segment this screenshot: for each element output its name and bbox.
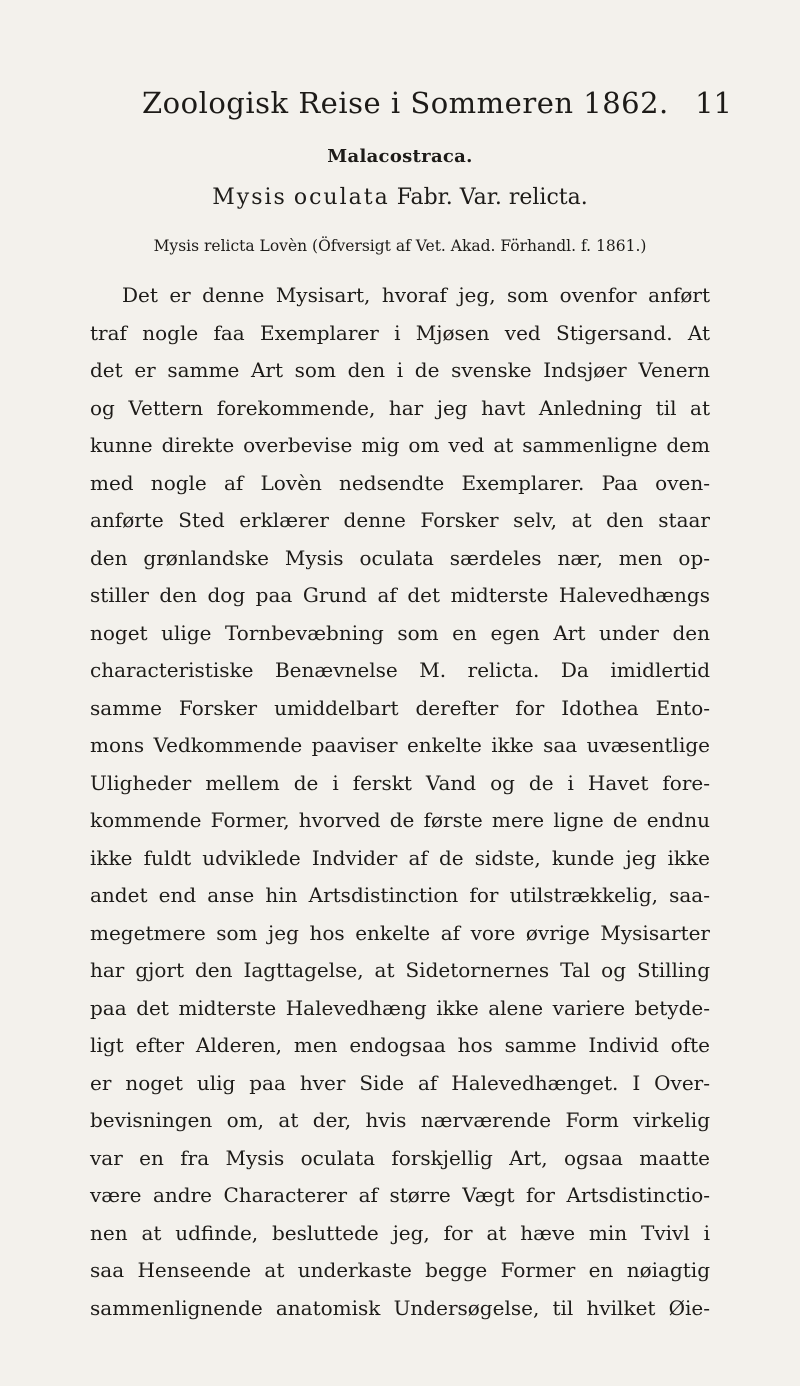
text-line: nen at udfinde, besluttede jeg, for at hæve min Tvivl i (90, 1220, 710, 1245)
text-line: andet end anse hin Artsdistinction for utilstrækkelig, saa- (90, 883, 710, 907)
text-line: være andre Characterer af større Vægt for Artsdistinctio- (90, 1183, 710, 1207)
running-title: Zoologisk Reise i Sommeren 1862. (142, 86, 669, 120)
body-paragraph (90, 277, 710, 1327)
text-line: Det er denne Mysisart, hvoraf jeg, som ovenfor anført (122, 283, 710, 307)
species-genus: Mysis (212, 185, 287, 210)
text-line: characteristiske Benævnelse M. relicta. Da imidlertid (90, 658, 710, 682)
text-line: Uligheder mellem de i ferskt Vand og de i Havet fore- (90, 770, 710, 795)
text-line: har gjort den Iagttagelse, at Sidetornernes Tal og Stilling (90, 958, 710, 982)
text-line: den grønlandske Mysis oculata særdeles nær, men op- (90, 545, 710, 570)
text-line: med nogle af Lovèn nedsendte Exemplarer. Paa oven- (90, 470, 710, 495)
species-title (0, 185, 800, 210)
text-line: ligt efter Alderen, men endogsaa hos samme Individ ofte (90, 1033, 710, 1057)
text-line: sammenlignende anatomisk Undersøgelse, til hvilket Øie- (90, 1295, 710, 1320)
text-line: bevisningen om, at der, hvis nærværende Form virkelig (90, 1108, 710, 1132)
text-line: samme Forsker umiddelbart derefter for Idothea Ento- (90, 695, 710, 720)
text-line: saa Henseende at underkaste begge Former en nøiagtig (90, 1258, 710, 1282)
text-line: kommende Former, hvorved de første mere ligne de endnu (90, 808, 710, 832)
text-line: kunne direkte overbevise mig om ved at sammenligne dem (90, 433, 710, 457)
text-line: og Vettern forekommende, har jeg havt Anledning til at (90, 395, 710, 420)
text-line: anførte Sted erklærer denne Forsker selv, at den staar (90, 508, 710, 532)
text-line: paa det midterste Halevedhæng ikke alene variere betyde- (90, 995, 710, 1020)
text-line: det er samme Art som den i de svenske Indsjøer Venern (90, 358, 710, 382)
page-header (0, 86, 800, 130)
text-line: var en fra Mysis oculata forskjellig Art, ogsaa maatte (90, 1145, 710, 1170)
species-epithet: oculata (293, 185, 390, 210)
page-number: 11 (695, 86, 732, 120)
text-line: mons Vedkommende paaviser enkelte ikke saa uvæsentlige (90, 733, 710, 757)
species-author: Fabr. (396, 185, 453, 210)
text-line: stiller den dog paa Grund af det midterste Halevedhængs (90, 583, 710, 607)
text-line: traf nogle faa Exemplarer i Mjøsen ved Stigersand. At (90, 320, 710, 345)
species-variety: Var. relicta. (459, 185, 588, 210)
text-line: megetmere som jeg hos enkelte af vore øvrige Mysisarter (90, 920, 710, 945)
text-line: noget ulige Tornbevæbning som en egen Art under den (90, 620, 710, 645)
section-heading: Malacostraca. (327, 146, 473, 167)
text-line: ikke fuldt udviklede Indvider af de sidste, kunde jeg ikke (90, 845, 710, 870)
synonym-citation: Mysis relicta Lovèn (Öfversigt af Vet. Akad. Förhandl. f. 1861.) (153, 237, 647, 255)
text-line: er noget ulig paa hver Side af Halevedhænget. I Over- (90, 1070, 710, 1095)
